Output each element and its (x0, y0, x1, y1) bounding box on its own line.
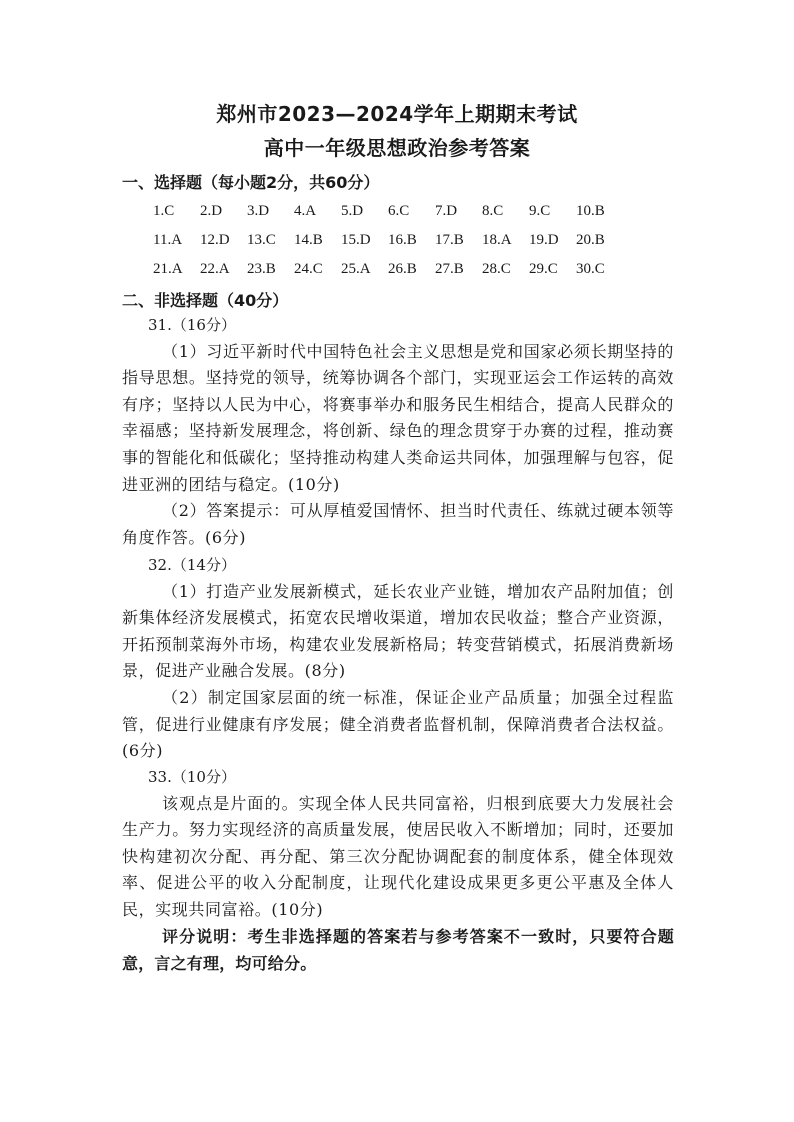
answer-item: 27.B (435, 261, 464, 277)
answer-item: 29.C (529, 261, 558, 277)
answer-item: 14.B (294, 232, 323, 248)
answer-item: 2.D (200, 203, 223, 219)
answer-item: 6.C (388, 203, 410, 219)
scoring-note-text: 评分说明：考生非选择题的答案若与参考答案不一致时，只要符合题意，言之有理，均可给分。 (122, 927, 674, 973)
question-33-answer: 该观点是片面的。实现全体人民共同富裕，归根到底要大力发展社会生产力。努力实现经济的高质量发展，使居民收入不断增加；同时，还要加快构建初次分配、再分配、第三次分配协调配套的制度体系，健全体现效率、促进公平的收入分配制度，让现代化建设成果更多更公平惠及全体人民，实现共同富裕。(10分) (122, 793, 674, 919)
answer-row (153, 255, 623, 284)
answer-item: 25.A (341, 261, 371, 277)
answer-item: 11.A (153, 232, 183, 248)
answer-item: 18.A (482, 232, 512, 248)
non-choice-heading: 二、非选择题（40分） (122, 291, 289, 310)
answer-key-title: 高中一年级思想政治参考答案 (263, 136, 531, 160)
answer-item: 28.C (482, 261, 511, 277)
answer-item: 3.D (247, 203, 270, 219)
question-33 (122, 764, 674, 924)
answer-row (153, 226, 623, 255)
answer-item: 7.D (435, 203, 458, 219)
answer-item: 23.B (247, 261, 276, 277)
answer-item: 21.A (153, 261, 183, 277)
answer-item: 22.A (200, 261, 230, 277)
question-31-part-1: （1）习近平新时代中国特色社会主义思想是党和国家必须长期坚持的指导思想。坚持党的领导，统筹协调各个部门，实现亚运会工作运转的高效有序；坚持以人民为中心，将赛事举办和服务民生相结合，提高人民群众的幸福感；坚持新发展理念，将创新、绿色的理念贯穿于办赛的过程，推动赛事的智能化和低碳化；坚持推动构建人类命运共同体，加强理解与包容，促进亚洲的团结与稳定。(10分) (122, 341, 674, 494)
answer-item: 19.D (529, 232, 559, 248)
answer-item: 12.D (200, 232, 230, 248)
answer-item: 9.C (529, 203, 551, 219)
answer-item: 8.C (482, 203, 504, 219)
answer-item: 24.C (294, 261, 323, 277)
answer-item: 15.D (341, 232, 371, 248)
answer-item: 1.C (153, 203, 175, 219)
question-31-heading: 31.（16分） (148, 316, 236, 334)
exam-title: 郑州市2023—2024学年上期期末考试 (216, 102, 578, 126)
answer-item: 5.D (341, 203, 364, 219)
question-31 (122, 312, 674, 551)
answer-item: 26.B (388, 261, 417, 277)
answer-item: 4.A (294, 203, 317, 219)
answer-item: 13.C (247, 232, 276, 248)
question-33-heading: 33.（10分） (148, 768, 236, 786)
answer-item: 30.C (576, 261, 605, 277)
multiple-choice-heading: 一、选择题（每小题2分，共60分） (122, 173, 380, 192)
answer-item: 16.B (388, 232, 417, 248)
question-32 (122, 552, 674, 765)
answer-item: 17.B (435, 232, 464, 248)
question-32-part-2: （2）制定国家层面的统一标准，保证企业产品质量；加强全过程监管，促进行业健康有序发展；健全消费者监督机制，保障消费者合法权益。(6分) (122, 687, 674, 761)
scoring-note (122, 924, 674, 977)
question-32-part-1: （1）打造产业发展新模式，延长农业产业链，增加农产品附加值；创新集体经济发展模式，拓宽农民增收渠道，增加农民收益；整合产业资源，开拓预制菜海外市场，构建农业发展新格局；转变营销模式，拓展消费新场景，促进产业融合发展。(8分) (122, 581, 674, 681)
question-31-part-2: （2）答案提示：可从厚植爱国情怀、担当时代责任、练就过硬本领等角度作答。(6分) (122, 501, 674, 547)
question-32-heading: 32.（14分） (148, 556, 236, 574)
multiple-choice-answers (153, 197, 623, 284)
answer-row (153, 197, 623, 226)
answer-item: 10.B (576, 203, 605, 219)
answer-item: 20.B (576, 232, 605, 248)
